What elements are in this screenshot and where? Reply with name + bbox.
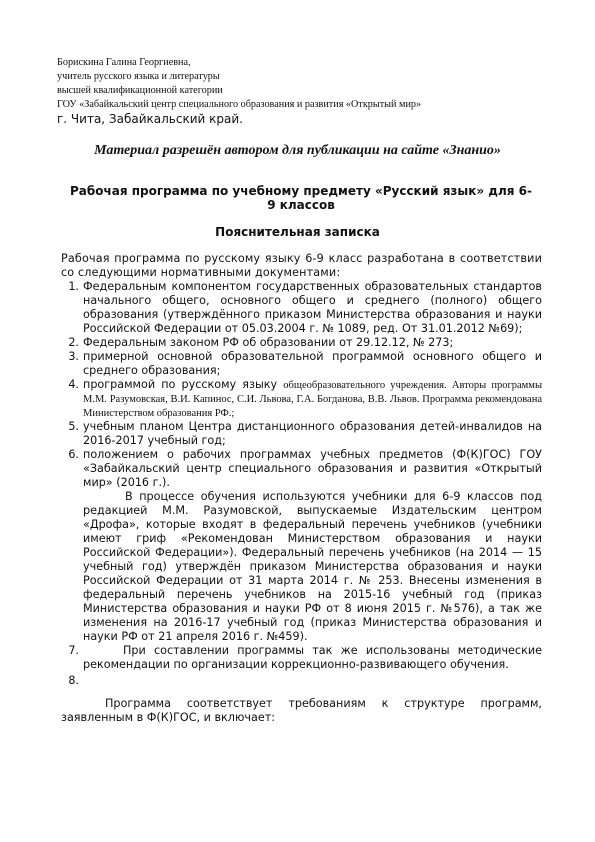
list-item xyxy=(61,280,542,336)
author-organization: ГОУ «Забайкальский центр специального образования и развития «Открытый мир» xyxy=(57,99,422,110)
list-item-text: При составлении программы так же использованы методические рекомендации по организации коррекционно-развивающего обучения. xyxy=(83,644,542,671)
list-item-number: 7. xyxy=(68,644,79,657)
list-item xyxy=(61,420,542,448)
list-item-text: Федеральным компонентом государственных образовательных стандартов начального общего, основного общего и среднего (полного) общего образования (утверждённого приказом Министерства образования и науки Российской Федерации от 05.03.2004 г. № 1089, ред. От 31.01.2012 №69); xyxy=(83,280,542,335)
list-item-number: 1. xyxy=(68,280,79,293)
list-item-number: 3. xyxy=(68,350,79,363)
list-item xyxy=(61,350,542,378)
document-body xyxy=(61,252,542,725)
section-heading: Пояснительная записка xyxy=(215,225,380,239)
list-item-text: Федеральным законом РФ об образовании от 29.12.12, № 273; xyxy=(83,336,454,349)
intro-paragraph: Рабочая программа по русскому языку 6-9 класс разработана в соответствии со следующими нормативными документами: xyxy=(61,252,542,279)
normative-documents-list xyxy=(61,280,542,688)
list-item-number: 2. xyxy=(68,336,79,349)
list-item-text: учебным планом Центра дистанционного образования детей-инвалидов на 2016-2017 учебный год; xyxy=(83,420,542,447)
list-item xyxy=(61,644,542,672)
list-item xyxy=(61,378,542,420)
list-item-number: 5. xyxy=(68,420,79,433)
author-category: высшей квалификационной категории xyxy=(57,85,223,96)
list-item-number: 4. xyxy=(68,378,79,391)
list-item-number: 6. xyxy=(68,448,79,461)
list-item xyxy=(61,336,542,350)
author-city: г. Чита, Забайкальский край. xyxy=(57,112,243,126)
author-position: учитель русского языка и литературы xyxy=(57,71,220,82)
list-item xyxy=(61,674,542,688)
list-item xyxy=(61,448,542,644)
author-header xyxy=(57,56,547,127)
list-item-number: 8. xyxy=(68,674,79,687)
list-item-continuation: В процессе обучения используются учебники для 6-9 классов под редакцией М.М. Разумовской, выпускаемые Издательским центром «Дрофа», которые входят в федеральный перечень учебников (учебники имеют гриф «Рекомендован Министерством образования и науки Российской Федерации»). Федеральный перечень учебников (на 2014 — 15 учебный год) утверждён приказом Министерства образования и науки Российской Федерации от 31 марта 2014 г. № 253. Внесены изменения в федеральный перечень учебников на 2015-16 учебный год (приказ Министерства образования и науки РФ от 8 июня 2015 г. №576), а так же изменения на 2016-17 учебный год (приказ Министерства образования и науки РФ от 21 апреля 2016 г. №459). xyxy=(83,490,542,643)
list-item-text: примерной основной образовательной программой основного общего и среднего образования; xyxy=(83,350,542,377)
author-name: Борискина Галина Георгиевна, xyxy=(57,57,191,68)
list-item-text: положением о рабочих программах учебных предметов (Ф(К)ГОС) ГОУ «Забайкальский центр специального образования и развития «Открытый мир» (2016 г.). xyxy=(83,448,542,489)
closing-paragraph: Программа соответствует требованиям к структуре программ, заявленным в Ф(К)ГОС, и включает: xyxy=(61,697,542,724)
list-item-text: программой по русскому языку xyxy=(83,378,278,391)
publication-permission: Материал разрешён автором для публикации на сайте «Знанио» xyxy=(94,143,501,158)
program-title: Рабочая программа по учебному предмету «Русский язык» для 6-9 классов xyxy=(70,184,532,212)
list-item-text-serif: общеобразовательного учреждения. Авторы программы М.М. Разумовская, В.И. Капинос, С.И. Львова, Г.А. Богданова, В.В. Львов. Программа рекомендована Министерством образования РФ.; xyxy=(83,380,542,419)
